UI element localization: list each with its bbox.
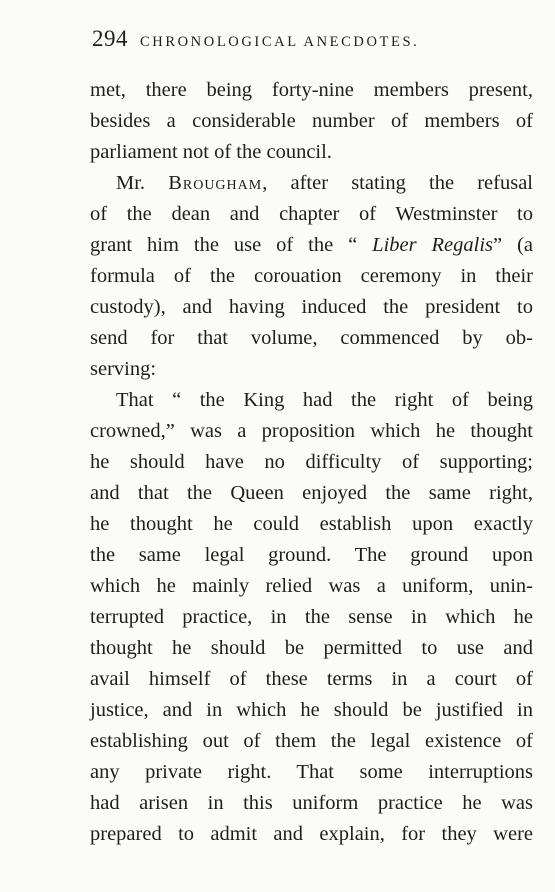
text-line: the same legal ground. The ground upon [90, 544, 533, 566]
book-title: Liber Regalis [372, 234, 494, 256]
text-fragment: Mr. [116, 172, 169, 194]
text-line: any private right. That some interruptions [90, 761, 533, 783]
running-head [92, 26, 542, 56]
text-line: and that the Queen enjoyed the same right, [90, 482, 533, 504]
text-line: terrupted practice, in the sense in which he [90, 606, 533, 628]
running-title: CHRONOLOGICAL ANECDOTES. [140, 34, 420, 50]
text-line: besides a considerable number of members of [90, 110, 533, 132]
paragraph-start-brougham [90, 168, 533, 199]
text-line: prepared to admit and explain, for they were [90, 823, 533, 845]
text-line: custody), and having induced the president to [90, 296, 533, 318]
text-line-liber-regalis [90, 230, 533, 261]
text-line: avail himself of these terms in a court of [90, 668, 533, 690]
text-fragment: , after stating the refusal [262, 172, 533, 194]
text-line: parliament not of the council. [90, 141, 332, 163]
text-line: which he mainly relied was a uniform, unin- [90, 575, 533, 597]
text-line: serving: [90, 358, 157, 380]
body-text [90, 75, 533, 850]
text-line: he thought he could establish upon exactly [90, 513, 533, 535]
text-fragment: grant him the use of the “ [90, 234, 373, 256]
text-line: met, there being forty-nine members present, [90, 79, 533, 101]
text-line: thought he should be permitted to use and [90, 637, 533, 659]
text-line: establishing out of them the legal existence of [90, 730, 533, 752]
text-line: had arisen in this uniform practice he was [90, 792, 533, 814]
text-fragment: ” (a [493, 234, 533, 256]
page-number: 294 [92, 26, 128, 51]
speaker-name: Brougham [168, 172, 263, 194]
text-line: of the dean and chapter of Westminster to [90, 203, 533, 225]
text-line: crowned,” was a proposition which he thought [90, 420, 533, 442]
text-line: he should have no difficulty of supporting; [90, 451, 533, 473]
text-line: formula of the corouation ceremony in their [90, 265, 533, 287]
paragraph-start: That “ the King had the right of being [116, 389, 533, 411]
text-line: send for that volume, commenced by ob- [90, 327, 533, 349]
text-line: justice, and in which he should be justified in [90, 699, 533, 721]
